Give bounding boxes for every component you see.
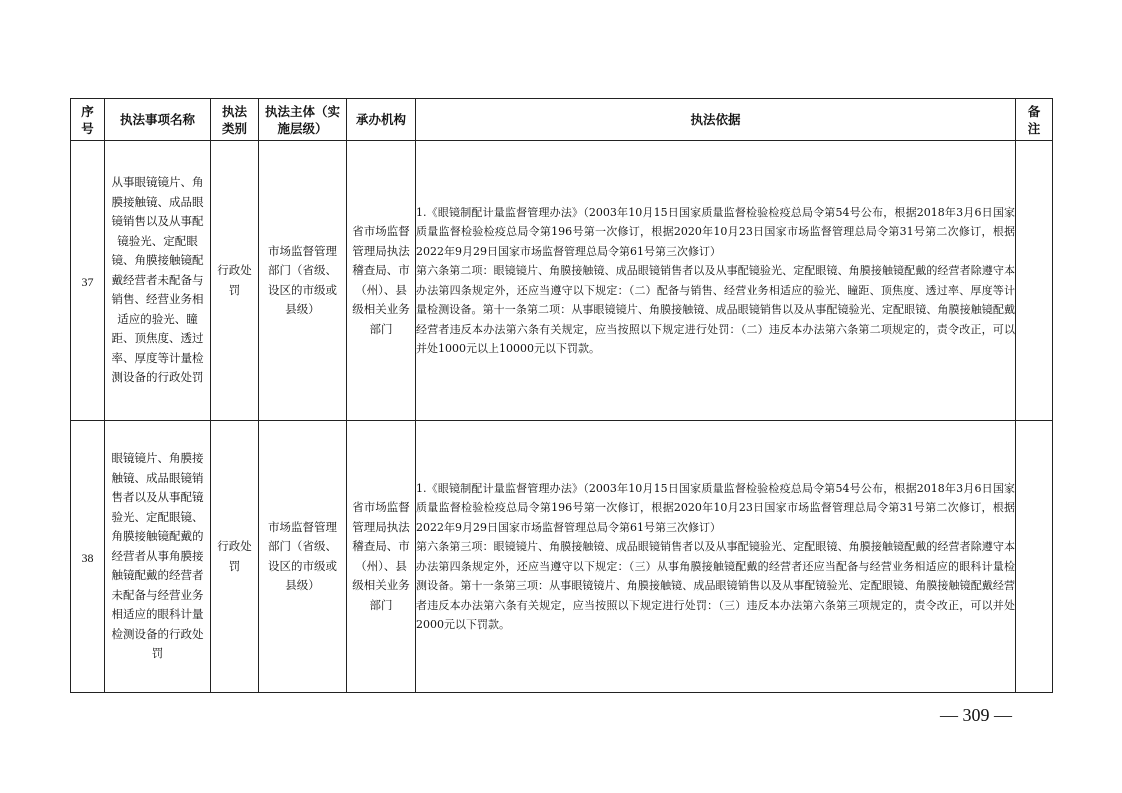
- basis-clause: 第六条第二项：眼镜镜片、角膜接触镜、成品眼镜销售者以及从事配镜验光、定配眼镜、角膜接触镜配戴的经营者除遵守本办法第四条规定外，还应当遵守以下规定：（二）配备与销售、经营业务相适应的验光、瞳距、顶焦度、透过率、厚度等计量检测设备。第十一条第二项：从事眼镜镜片、角膜接触镜、成品眼镜销售以及从事配镜验光、定配眼镜、角膜接触镜配戴经营者违反本办法第六条有关规定，应当按照以下规定进行处罚：（二）违反本办法第六条第二项规定的，责令改正，可以并处1000元以上10000元以下罚款。: [416, 264, 1015, 355]
- seq-number: 37: [81, 275, 94, 289]
- header-remark: [1016, 99, 1053, 141]
- subject-text: 市场监督管理部门（省级、设区的市级或县级）: [268, 243, 337, 316]
- cell-seq: [71, 421, 105, 693]
- header-row: [71, 99, 1053, 141]
- cell-seq: [71, 141, 105, 421]
- cell-category: [211, 421, 259, 693]
- basis-source: 1.《眼镜制配计量监督管理办法》（2003年10月15日国家质量监督检验检疫总局令第54号公布，根据2018年3月6日国家质量监督检验检疫总局令第196号第一次修订，根据2020年10月23日国家市场监督管理总局令第31号第二次修订，根据2022年9月29日国家市场监督管理总局令第61号第三次修订）: [416, 481, 1015, 534]
- item-name-text: 从事眼镜镜片、角膜接触镜、成品眼镜销售以及从事配镜验光、定配眼镜、角膜接触镜配戴经营者未配备与销售、经营业务相适应的验光、瞳距、顶焦度、透过率、厚度等计量检测设备的行政处罚: [111, 175, 204, 385]
- header-subject-text: 执法主体（实施层级）: [264, 103, 340, 136]
- cell-agency: [347, 421, 416, 693]
- item-name-text: 眼镜镜片、角膜接触镜、成品眼镜销售者以及从事配镜验光、定配眼镜、角膜接触镜配戴的经营者从事角膜接触镜配戴的经营者未配备与经营业务相适应的眼科计量检测设备的行政处罚: [111, 451, 204, 661]
- header-item-name: 执法事项名称: [105, 99, 211, 141]
- cell-remark: [1016, 141, 1053, 421]
- category-text: 行政处罚: [217, 539, 252, 573]
- agency-text: 省市场监督管理局执法稽查局、市（州）、县级相关业务部门: [352, 500, 410, 612]
- header-remark-text: 备注: [1027, 103, 1041, 136]
- cell-subject: [259, 141, 347, 421]
- table-row: [71, 421, 1053, 693]
- header-category-text: 执法类别: [221, 103, 247, 136]
- cell-remark: [1016, 421, 1053, 693]
- header-seq-text: 序号: [81, 103, 94, 136]
- agency-text: 省市场监督管理局执法稽查局、市（州）、县级相关业务部门: [352, 224, 410, 336]
- cell-item-name: [105, 141, 211, 421]
- cell-item-name: [105, 421, 211, 693]
- basis-clause: 第六条第三项：眼镜镜片、角膜接触镜、成品眼镜销售者以及从事配镜验光、定配眼镜、角膜接触镜配戴的经营者除遵守本办法第四条规定外，还应当遵守以下规定：（三）从事角膜接触镜配戴的经营者还应当配备与经营业务相适应的眼科计量检测设备。第十一条第三项：从事眼镜镜片、角膜接触镜、成品眼镜销售以及从事配镜验光、定配眼镜、角膜接触镜配戴经营者违反本办法第六条有关规定，应当按照以下规定进行处罚：（三）违反本办法第六条第三项规定的，责令改正，可以并处2000元以下罚款。: [416, 540, 1015, 631]
- subject-text: 市场监督管理部门（省级、设区的市级或县级）: [268, 519, 337, 592]
- cell-basis: [416, 421, 1016, 693]
- page-number: — 309 —: [940, 705, 1012, 725]
- header-subject: [259, 99, 347, 141]
- cell-agency: [347, 141, 416, 421]
- header-seq: [71, 99, 105, 141]
- cell-basis: [416, 141, 1016, 421]
- basis-source: 1.《眼镜制配计量监督管理办法》（2003年10月15日国家质量监督检验检疫总局令第54号公布，根据2018年3月6日国家质量监督检验检疫总局令第196号第一次修订，根据2020年10月23日国家市场监督管理总局令第31号第二次修订，根据2022年9月29日国家市场监督管理总局令第61号第三次修订）: [416, 205, 1015, 258]
- header-basis: 执法依据: [416, 99, 1016, 141]
- cell-subject: [259, 421, 347, 693]
- category-text: 行政处罚: [217, 263, 252, 297]
- header-agency: 承办机构: [347, 99, 416, 141]
- cell-category: [211, 141, 259, 421]
- seq-number: 38: [81, 551, 94, 565]
- header-category: [211, 99, 259, 141]
- enforcement-table: [70, 98, 1053, 693]
- table-row: [71, 141, 1053, 421]
